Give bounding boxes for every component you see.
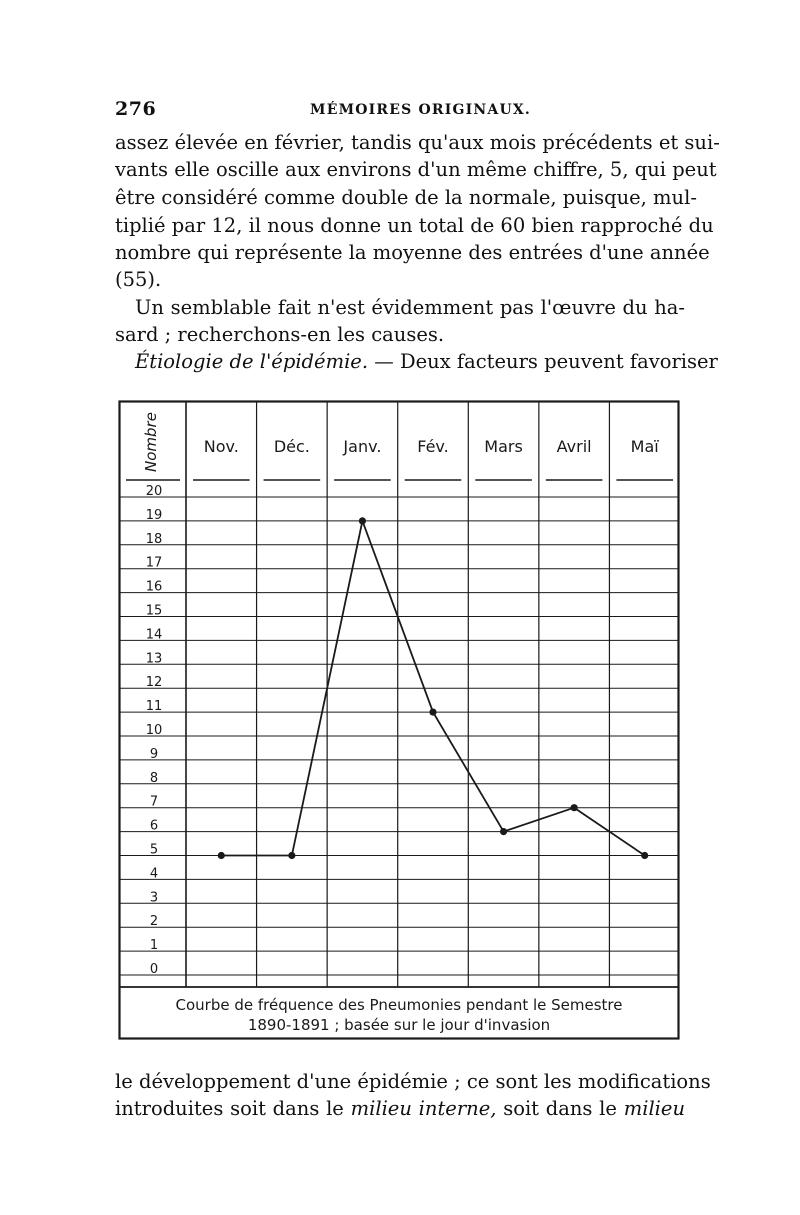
pneumonia-frequency-chart <box>118 400 680 1040</box>
y-tick-label: 17 <box>145 555 163 571</box>
running-title: MÉMOIRES ORIGINAUX. <box>310 102 531 118</box>
category-label: Mars <box>484 437 523 456</box>
body-text-line: vants elle oscille aux environs d'un même chiffre, 5, qui peut <box>115 158 717 181</box>
category-label: Janv. <box>343 437 382 456</box>
text-fragment: introduites soit dans le <box>115 1097 344 1120</box>
body-text-line: Un semblable fait n'est évidemment pas l'œuvre du ha- <box>135 296 685 319</box>
y-tick-label: 11 <box>145 699 163 715</box>
body-text-line: (55). <box>115 268 162 291</box>
body-text-line: sard ; recherchons-en les causes. <box>115 323 445 346</box>
chart-caption-line1: Courbe de fréquence des Pneumonies pendant le Semestre <box>175 996 623 1014</box>
y-tick-label: 6 <box>149 818 159 834</box>
body-text-line: tiplié par 12, il nous donne un total de 60 bien rapproché du <box>115 214 714 237</box>
y-tick-label: 12 <box>145 675 163 691</box>
data-point <box>641 852 648 859</box>
data-point <box>429 709 436 716</box>
chart-svg <box>118 400 680 1040</box>
text-fragment: soit dans le <box>503 1097 617 1120</box>
y-tick-label: 1 <box>149 938 159 954</box>
data-point <box>571 804 578 811</box>
category-label: Déc. <box>273 437 310 456</box>
section-title: Étiologie de l'épidémie. <box>135 350 369 373</box>
y-tick-label: 7 <box>149 794 159 810</box>
category-label: Nov. <box>203 437 239 456</box>
y-tick-label: 3 <box>149 890 159 906</box>
y-tick-label: 15 <box>145 603 163 619</box>
category-label: Avril <box>556 437 592 456</box>
section-text: — Deux facteurs peuvent favoriser <box>374 350 718 373</box>
y-tick-label: 20 <box>145 484 163 499</box>
y-tick-label: 0 <box>149 962 159 977</box>
body-text-line: être considéré comme double de la normale, puisque, mul- <box>115 186 697 209</box>
y-axis-title: Nombre <box>142 412 160 472</box>
data-point <box>218 852 225 859</box>
category-label: Fév. <box>417 437 449 456</box>
y-tick-label: 14 <box>145 627 163 643</box>
y-tick-label: 18 <box>145 531 163 547</box>
y-tick-label: 13 <box>145 651 163 667</box>
y-tick-label: 5 <box>149 842 159 858</box>
page-number: 276 <box>115 98 157 120</box>
page-header <box>115 98 685 122</box>
category-label: Maï <box>630 437 659 456</box>
data-point <box>359 517 366 524</box>
section-line <box>135 350 718 374</box>
body-text-line: nombre qui représente la moyenne des entrées d'une année <box>115 241 710 264</box>
y-tick-label: 4 <box>149 866 159 882</box>
y-tick-label: 19 <box>145 507 163 523</box>
y-tick-label: 9 <box>149 746 159 762</box>
y-tick-label: 10 <box>145 723 163 738</box>
emphasis-text: milieu <box>623 1097 686 1120</box>
y-tick-label: 2 <box>149 914 159 930</box>
emphasis-text: milieu interne, <box>350 1097 497 1120</box>
body-text-line: le développement d'une épidémie ; ce sont les modifications <box>115 1070 711 1093</box>
data-point <box>288 852 295 859</box>
data-point <box>500 828 507 835</box>
chart-caption-line2: 1890-1891 ; basée sur le jour d'invasion <box>247 1016 551 1034</box>
body-text-line: assez élevée en février, tandis qu'aux mois précédents et sui- <box>115 131 720 154</box>
y-tick-label: 16 <box>145 579 163 595</box>
y-tick-label: 8 <box>149 770 159 786</box>
body-text-line <box>115 1097 685 1121</box>
